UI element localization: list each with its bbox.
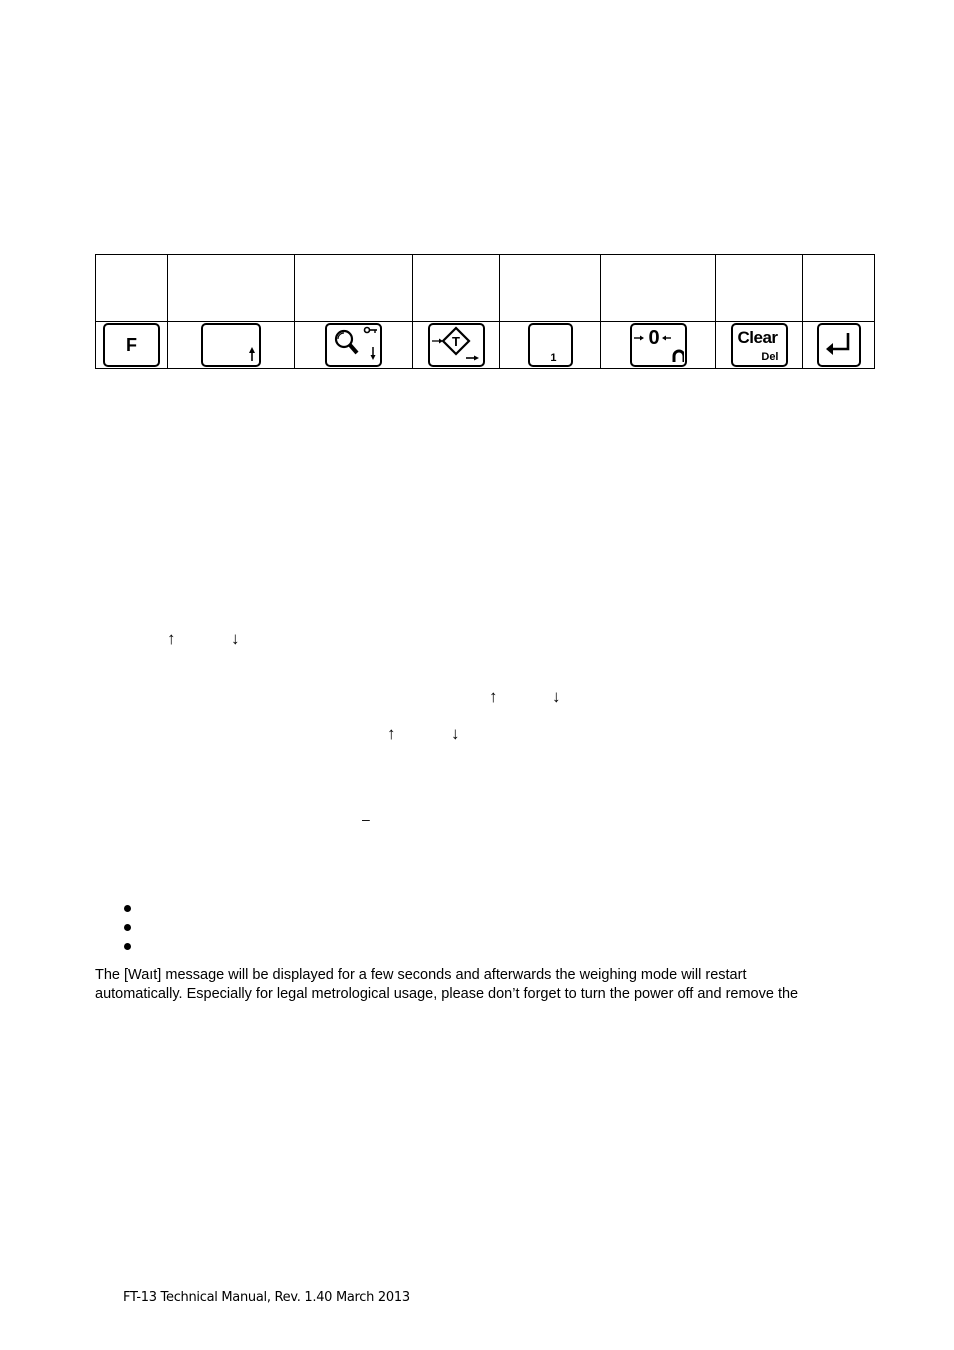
up-arrow-icon: ↑ xyxy=(489,687,498,706)
svg-text:T: T xyxy=(451,334,460,349)
tare-icon xyxy=(430,325,482,364)
f-key[interactable] xyxy=(103,323,160,367)
delete-key-label: Del xyxy=(761,351,779,363)
key-cell xyxy=(803,322,875,369)
paragraph-line: The [Waıt] message will be displayed for a few seconds and afterwards the weighing mode will restart xyxy=(95,967,747,983)
down-arrow-icon: ↓ xyxy=(451,724,460,743)
magnifier-key-icon xyxy=(327,325,379,364)
clear-key-label: Clear xyxy=(737,328,778,347)
down-arrow-icon: ↓ xyxy=(231,629,240,648)
enter-icon xyxy=(819,325,859,364)
clear-key[interactable] xyxy=(731,323,788,367)
bullet-icon xyxy=(124,905,131,912)
key-cell xyxy=(168,322,295,369)
down-arrow-icon: ↓ xyxy=(552,687,561,706)
f-key-label: F xyxy=(126,335,137,355)
keypad-keys-row xyxy=(96,322,875,369)
up-arrow-icon: ↑ xyxy=(387,724,396,743)
key-cell xyxy=(716,322,803,369)
zero-key-label: 0 xyxy=(648,327,660,349)
up-key[interactable] xyxy=(201,323,261,367)
key-cell xyxy=(295,322,413,369)
up-arrow-icon: ↑ xyxy=(167,629,176,648)
key-cell xyxy=(601,322,716,369)
header-cell xyxy=(716,255,803,322)
header-cell xyxy=(96,255,168,322)
bullet-icon xyxy=(124,924,131,931)
zero-key[interactable] xyxy=(630,323,687,367)
enter-key[interactable] xyxy=(817,323,861,367)
search-key[interactable] xyxy=(325,323,382,367)
one-key-label: 1 xyxy=(550,352,557,364)
header-cell xyxy=(295,255,413,322)
keypad-table xyxy=(95,254,875,369)
key-cell xyxy=(413,322,500,369)
tare-key[interactable] xyxy=(428,323,485,367)
bullet-icon xyxy=(124,943,131,950)
header-cell xyxy=(803,255,875,322)
keypad-header-row xyxy=(96,255,875,322)
page-footer: FT-13 Technical Manual, Rev. 1.40 March 2013 xyxy=(123,1290,410,1305)
header-cell xyxy=(413,255,500,322)
header-cell xyxy=(500,255,601,322)
up-arrow-icon xyxy=(203,325,258,364)
header-cell xyxy=(601,255,716,322)
header-cell xyxy=(168,255,295,322)
one-key[interactable] xyxy=(528,323,573,367)
dash-mark: – xyxy=(362,811,370,827)
key-cell xyxy=(96,322,168,369)
paragraph-line: automatically. Especially for legal metrological usage, please don’t forget to turn the power off and remove the xyxy=(95,986,799,1002)
wait-message-paragraph xyxy=(95,966,895,1004)
key-cell xyxy=(500,322,601,369)
